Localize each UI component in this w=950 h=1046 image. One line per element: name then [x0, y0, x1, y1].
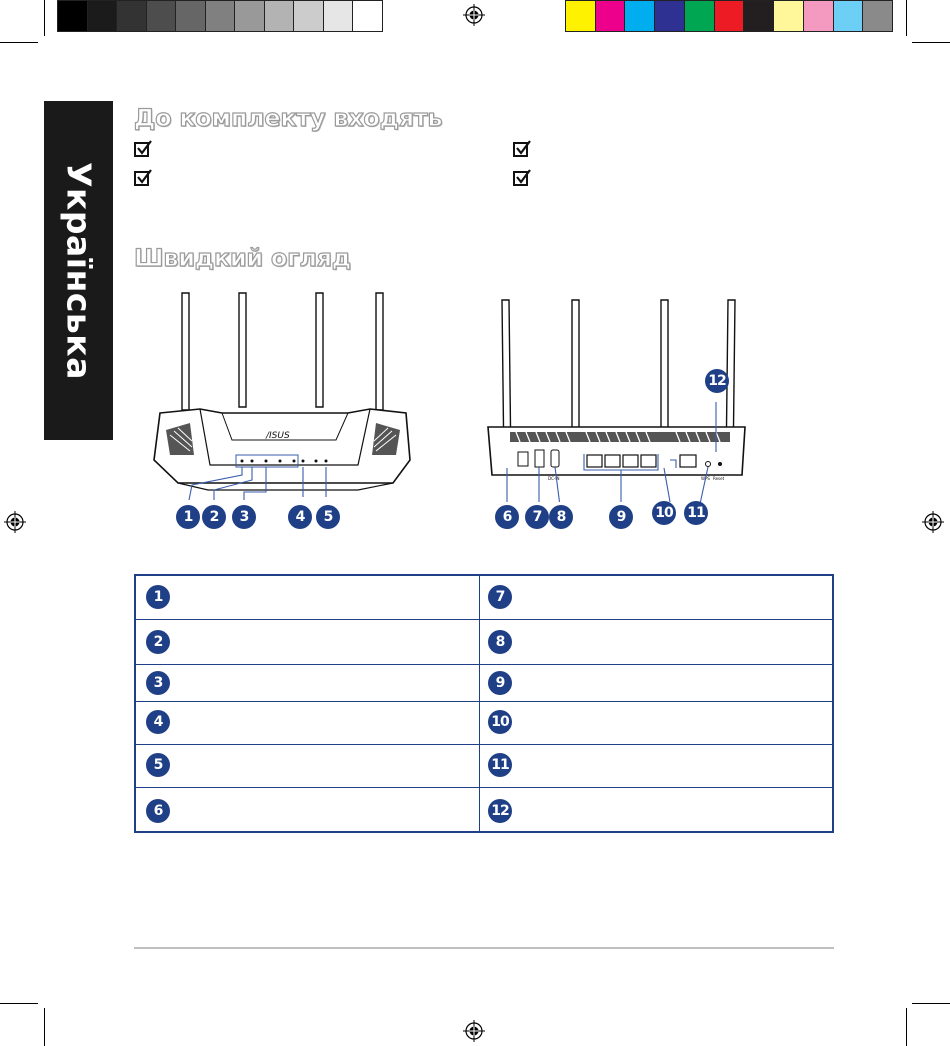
crop-mark	[0, 42, 38, 43]
gray-swatch	[353, 1, 382, 31]
table-row-divider	[136, 664, 832, 665]
color-swatch	[744, 1, 774, 31]
table-badge-4: 4	[146, 710, 170, 734]
package-contents-heading: До комплекту входять	[134, 104, 443, 132]
table-badge-1: 1	[146, 585, 170, 609]
language-label: Українська	[59, 161, 98, 380]
table-badge-12: 12	[488, 799, 512, 823]
callout-badge-9: 9	[609, 505, 633, 529]
cmyk-color-bar	[565, 0, 893, 32]
language-side-tab	[44, 101, 113, 440]
registration-mark-icon	[463, 1020, 485, 1042]
color-swatch	[774, 1, 804, 31]
color-swatch	[655, 1, 685, 31]
color-swatch	[625, 1, 655, 31]
color-swatch	[566, 1, 596, 31]
gray-swatch	[88, 1, 118, 31]
callout-badge-2: 2	[202, 505, 226, 529]
router-rear-illustration	[480, 292, 755, 502]
checkbox-icon	[134, 142, 149, 157]
callout-badge-4: 4	[288, 505, 312, 529]
gray-swatch	[324, 1, 354, 31]
color-swatch	[596, 1, 626, 31]
gray-swatch	[58, 1, 88, 31]
callout-badge-8: 8	[549, 505, 573, 529]
table-badge-6: 6	[146, 799, 170, 823]
crop-mark	[912, 1003, 950, 1004]
registration-mark-icon	[922, 511, 944, 533]
gray-swatch	[235, 1, 265, 31]
checkbox-icon	[134, 171, 149, 186]
callout-badge-3: 3	[232, 505, 256, 529]
callout-badge-12: 12	[705, 369, 729, 393]
component-table	[134, 574, 834, 833]
gray-swatch	[206, 1, 236, 31]
crop-mark	[44, 1008, 45, 1046]
gray-swatch	[117, 1, 147, 31]
router-brand-logo: /ISUS	[266, 431, 290, 441]
table-badge-9: 9	[488, 671, 512, 695]
table-badge-7: 7	[488, 585, 512, 609]
color-swatch	[804, 1, 834, 31]
table-badge-2: 2	[146, 630, 170, 654]
callout-badge-10: 10	[652, 501, 676, 525]
crop-mark	[906, 1008, 907, 1046]
registration-mark-icon	[463, 4, 485, 26]
crop-mark	[912, 42, 950, 43]
table-badge-8: 8	[488, 630, 512, 654]
checkbox-icon	[513, 171, 528, 186]
crop-mark	[44, 0, 45, 36]
table-column-divider	[479, 576, 480, 831]
color-swatch	[685, 1, 715, 31]
grayscale-color-bar	[57, 0, 383, 32]
router-front-illustration	[148, 285, 418, 500]
table-row-divider	[136, 787, 832, 788]
table-row-divider	[136, 701, 832, 702]
callout-badge-5: 5	[316, 505, 340, 529]
wps-label: WPS	[701, 476, 710, 481]
callout-badge-11: 11	[684, 501, 708, 525]
table-badge-10: 10	[488, 710, 512, 734]
dc-in-label: DC-IN	[548, 476, 560, 481]
crop-mark	[0, 1003, 38, 1004]
table-badge-11: 11	[488, 753, 512, 777]
color-swatch	[863, 1, 892, 31]
registration-mark-icon	[4, 511, 26, 533]
reset-label: Reset	[713, 476, 725, 481]
table-row-divider	[136, 619, 832, 620]
table-badge-5: 5	[146, 753, 170, 777]
callout-badge-7: 7	[525, 505, 549, 529]
table-row-divider	[136, 744, 832, 745]
quick-overview-heading: Швидкий огляд	[134, 244, 351, 272]
color-swatch	[834, 1, 864, 31]
gray-swatch	[294, 1, 324, 31]
gray-swatch	[265, 1, 295, 31]
callout-badge-6: 6	[495, 505, 519, 529]
color-swatch	[715, 1, 745, 31]
checkbox-icon	[513, 142, 528, 157]
gray-swatch	[147, 1, 177, 31]
callout-badge-1: 1	[176, 505, 200, 529]
crop-mark	[906, 0, 907, 36]
table-badge-3: 3	[146, 671, 170, 695]
footer-rule	[134, 947, 834, 949]
gray-swatch	[176, 1, 206, 31]
